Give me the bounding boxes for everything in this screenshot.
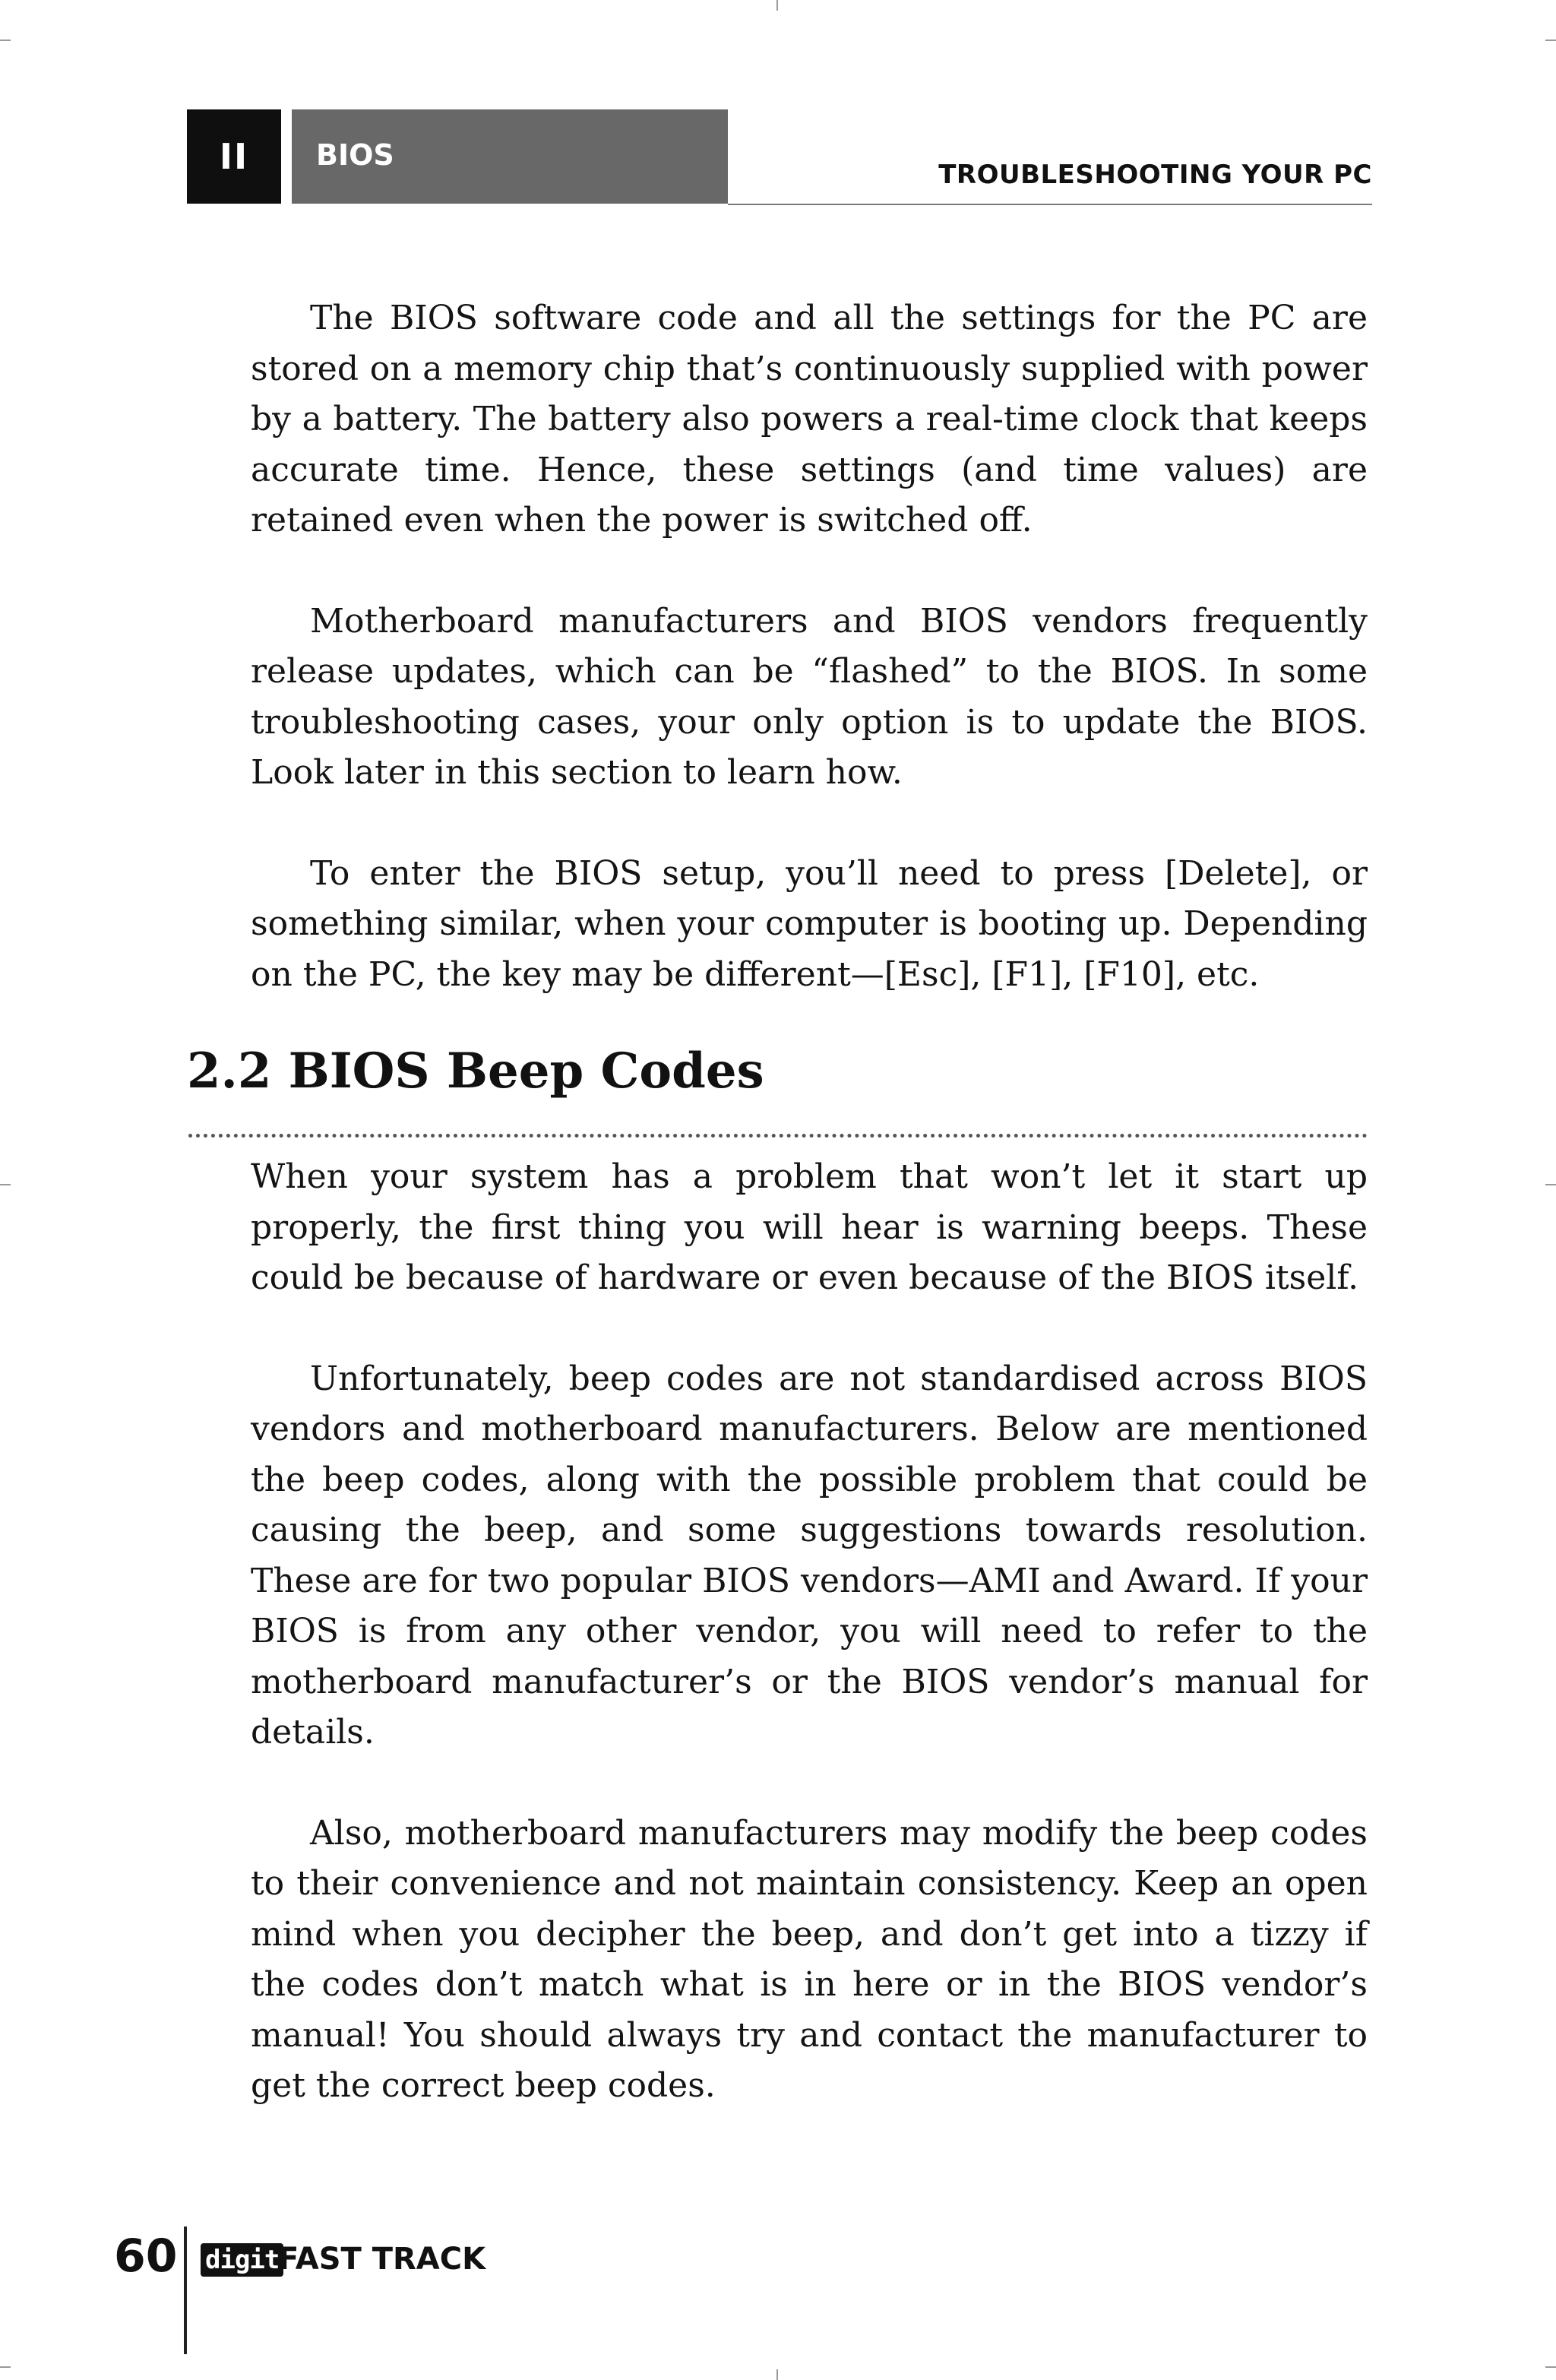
crop-mark [0, 40, 11, 41]
chapter-marker [187, 109, 281, 204]
crop-mark [1545, 2366, 1556, 2368]
crop-mark [776, 2369, 778, 2380]
paragraph: When your system has a problem that won’t let it start up properly, the first thing you will hear is warning beeps. These could be because of hardware or even because of the BIOS itself. [251, 1157, 1368, 1297]
paragraph: Motherboard manufacturers and BIOS vendors frequently release updates, which can be “flashed” to the BIOS. In some troubleshooting cases, your only option is to update the BIOS. Look later in this section to learn how. [251, 601, 1368, 792]
paragraph: To enter the BIOS setup, you’ll need to press [Delete], or something similar, when your computer is booting up. Depending on the PC, the key may be different—[Esc], [F1], [F10], etc. [251, 853, 1368, 994]
page-number: 60 [114, 2230, 178, 2283]
crop-mark [0, 1184, 11, 1185]
section-heading: 2.2 BIOS Beep Codes [187, 1043, 764, 1100]
running-head: TROUBLESHOOTING YOUR PC [938, 160, 1372, 190]
section-tab [292, 109, 728, 204]
crop-mark [1545, 40, 1556, 41]
brand-label: FAST TRACK [278, 2242, 486, 2277]
paragraph: The BIOS software code and all the settings for the PC are stored on a memory chip that’s continuously supplied with power by a battery. The battery also powers a real-time clock that keeps accurate time. Hence, these settings (and time values) are retained even when the power is switched off. [251, 299, 1368, 540]
section-text [251, 1152, 1368, 2112]
header-rule [728, 204, 1372, 205]
chapter-marker-label: II [219, 136, 249, 177]
footer-rule [184, 2227, 187, 2354]
dotted-divider [188, 1134, 1368, 1138]
crop-mark [0, 2366, 11, 2368]
crop-mark [1545, 1184, 1556, 1185]
intro-text [251, 293, 1368, 1000]
paragraph: Unfortunately, beep codes are not standardised across BIOS vendors and motherboard manufacturers. Below are mentioned the beep codes, along with the possible problem that could be causing the beep, and some suggestions towards resolution. These are for two popular BIOS vendors—AMI and Award. If your BIOS is from any other vendor, you will need to refer to the motherboard manufacturer’s or the BIOS vendor’s manual for details. [251, 1359, 1368, 1752]
crop-mark [776, 0, 778, 11]
digit-logo: digit [201, 2243, 283, 2277]
section-tab-label: BIOS [316, 138, 394, 172]
paragraph: Also, motherboard manufacturers may modify the beep codes to their convenience and not maintain consistency. Keep an open mind when you decipher the beep, and don’t get into a tizzy if the codes don’t match what is in here or in the BIOS vendor’s manual! You should always try and contact the manufacturer to get the correct beep codes. [251, 1813, 1368, 2105]
